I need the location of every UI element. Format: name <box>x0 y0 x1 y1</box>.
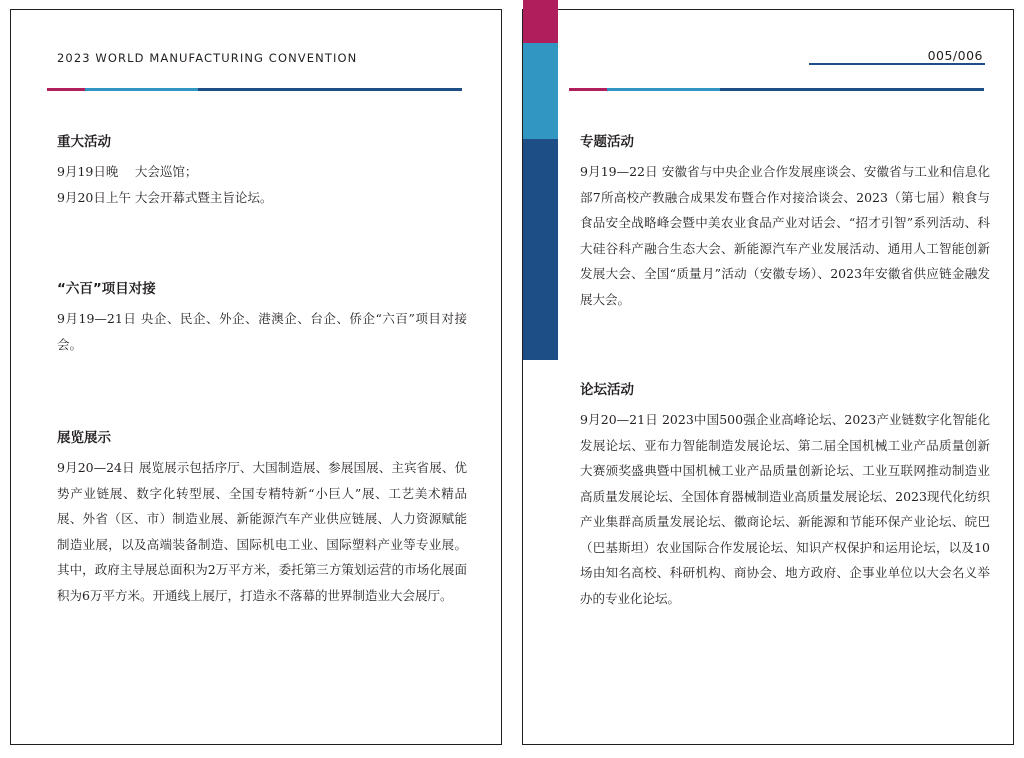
section-body <box>57 306 467 357</box>
rule-segment-light-blue <box>607 88 720 91</box>
side-tab-dark-blue <box>523 139 558 360</box>
event-line: 9月20日上午 大会开幕式暨主旨论坛。 <box>57 189 273 205</box>
side-tab-magenta <box>523 0 558 43</box>
section-body <box>57 455 467 608</box>
side-color-tab <box>523 0 558 360</box>
rule-segment-dark-blue <box>720 88 984 91</box>
section-project-matching <box>57 278 467 357</box>
side-tab-light-blue <box>523 43 558 139</box>
rule-segment-light-blue <box>85 88 198 91</box>
section-body <box>580 159 990 312</box>
section-forums <box>580 379 990 611</box>
header-title: 2023 WORLD MANUFACTURING CONVENTION <box>57 51 358 65</box>
section-text: 9月20—24日 展览展示包括序厅、大国制造展、参展国展、主宾省展、优势产业链展、数字化转型展、全国专精特新“小巨人”展、工艺美术精品展、外省（区、市）制造业展、新能源汽车产业供应链展、人力资源赋能制造业展，以及高端装备制造、国际机电工业、国际塑料产业等专业展。其中，政府主导展总面积为2万平方米，委托第三方策划运营的市场化展面积为6万平方米。开通线上展厅，打造永不落幕的世界制造业大会展厅。 <box>57 460 467 603</box>
section-title: 重大活动 <box>57 134 111 150</box>
header-rule <box>569 88 984 91</box>
section-text: 9月19—22日 安徽省与中央企业合作发展座谈会、安徽省与工业和信息化部7所高校产教融合成果发布暨合作对接洽谈会、2023（第七届）粮食与食品安全战略峰会暨中美农业食品产业对话会、“招才引智”系列活动、科大硅谷科产融合生态大会、新能源汽车产业发展活动、通用人工智能创新发展大会、全国“质量月”活动（安徽专场）、2023年安徽省供应链金融发展大会。 <box>580 164 990 307</box>
rule-segment-magenta <box>47 88 85 91</box>
rule-segment-magenta <box>569 88 607 91</box>
section-text: 9月19—21日 央企、民企、外企、港澳企、台企、侨企“六百”项目对接会。 <box>57 311 467 352</box>
section-text: 9月20—21日 2023中国500强企业高峰论坛、2023产业链数字化智能化发展论坛、亚布力智能制造发展论坛、第二届全国机械工业产品质量创新大赛颁奖盛典暨中国机械工业产品质量创新论坛、工业互联网推动制造业高质量发展论坛、全国体育器械制造业高质量发展论坛、2023现代化纺织产业集群高质量发展论坛、徽商论坛、新能源和节能环保产业论坛、皖巴（巴基斯坦）农业国际合作发展论坛、知识产权保护和运用论坛，以及10场由知名高校、科研机构、商协会、地方政府、企事业单位以大会名义举办的专业化论坛。 <box>580 412 990 606</box>
section-exhibitions <box>57 427 467 608</box>
header-rule <box>47 88 462 91</box>
section-major-events <box>57 131 467 210</box>
section-title: 论坛活动 <box>580 382 634 398</box>
left-page <box>10 9 502 745</box>
section-body <box>57 159 467 210</box>
section-title: 展览展示 <box>57 430 111 446</box>
section-title: 专题活动 <box>580 134 634 150</box>
section-body <box>580 407 990 611</box>
rule-segment-dark-blue <box>198 88 462 91</box>
page-number: 005/006 <box>927 48 983 63</box>
section-special-events <box>580 131 990 312</box>
right-page <box>522 9 1014 745</box>
page-number-underline <box>809 63 985 65</box>
event-line: 9月19日晚 大会巡馆； <box>57 164 198 179</box>
section-title: “六百”项目对接 <box>57 281 156 297</box>
